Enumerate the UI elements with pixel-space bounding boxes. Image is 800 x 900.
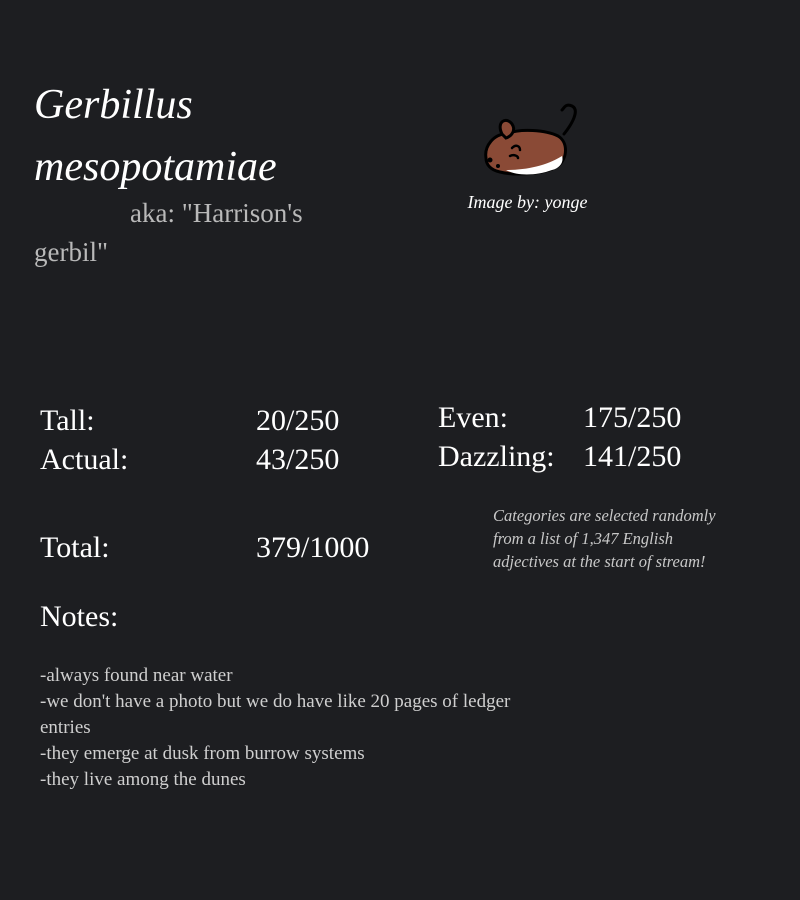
stat-value-even: 175/250 bbox=[583, 401, 682, 434]
stat-value-actual: 43/250 bbox=[256, 443, 340, 476]
stat-label-total: Total: bbox=[40, 531, 110, 564]
stat-label-tall: Tall: bbox=[40, 404, 95, 437]
categories-footnote: Categories are selected randomly from a list of 1,347 English adjectives at the start of stream! bbox=[493, 506, 716, 571]
stat-value-dazzling: 141/250 bbox=[583, 440, 682, 473]
note-item: -always found near water bbox=[40, 665, 233, 686]
gerbil-drawing-icon bbox=[476, 100, 596, 182]
notes-list bbox=[40, 663, 520, 793]
image-credit: Image by: yonge bbox=[467, 192, 588, 212]
stat-value-tall: 20/250 bbox=[256, 404, 340, 437]
species-scientific-name: Gerbillus mesopotamiae bbox=[34, 82, 277, 190]
stat-value-total: 379/1000 bbox=[256, 531, 370, 564]
species-common-name: aka: "Harrison's gerbil" bbox=[34, 198, 303, 267]
note-item: -we don't have a photo but we do have like 20 pages of ledger entries bbox=[40, 691, 511, 738]
stat-label-actual: Actual: bbox=[40, 443, 129, 476]
stat-label-even: Even: bbox=[438, 401, 508, 434]
note-item: -they live among the dunes bbox=[40, 769, 246, 790]
notes-heading: Notes: bbox=[40, 600, 119, 633]
stat-label-dazzling: Dazzling: bbox=[438, 440, 555, 473]
note-item: -they emerge at dusk from burrow systems bbox=[40, 743, 365, 764]
